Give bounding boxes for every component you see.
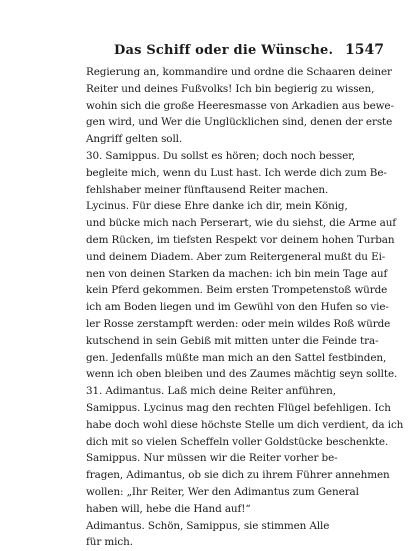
page-number: 1547 xyxy=(345,42,384,58)
text-line: gen. Jedenfalls müßte man mich an den Sattel festbinden, xyxy=(86,351,387,364)
text-line: Regierung an, kommandire und ordne die Schaaren deiner xyxy=(86,66,392,78)
text-line: wohin sich die große Heeresmasse von Arkadien aus bewe- xyxy=(86,99,394,112)
text-line: und bücke mich nach Perserart, wie du siehst, die Arme auf xyxy=(86,217,397,230)
text-line: ich am Boden liegen und im Gewühl von den Hufen so vie- xyxy=(86,301,389,314)
text-line: kein Pferd gekommen. Beim ersten Trompetenstoß würde xyxy=(86,284,388,297)
page-header xyxy=(114,42,384,60)
text-line: 30. Samippus. Du sollst es hören; doch noch besser, xyxy=(86,149,356,162)
text-line: und deinem Diadem. Aber zum Reitergeneral mußt du Ei- xyxy=(86,250,386,263)
text-line: Lycinus. Für diese Ehre danke ich dir, mein König, xyxy=(86,200,348,213)
text-line: 31. Adimantus. Laß mich deine Reiter anführen, xyxy=(86,385,336,398)
text-line: Samippus. Nur müssen wir die Reiter vorher be- xyxy=(86,452,338,465)
text-line: fehlshaber meiner fünftausend Reiter machen. xyxy=(86,183,329,196)
text-line: haben will, hebe die Hand auf!“ xyxy=(86,502,251,515)
text-line: für mich. xyxy=(86,536,133,549)
text-line: wenn ich oben bleiben und des Zaumes mächtig seyn sollte. xyxy=(86,368,398,381)
text-line: Adimantus. Schön, Samippus, sie stimmen Alle xyxy=(86,519,330,532)
text-line: wollen: „Ihr Reiter, Wer den Adimantus zum General xyxy=(86,485,359,498)
text-line: dem Rücken, im tiefsten Respekt vor deinem hohen Turban xyxy=(86,233,395,246)
text-line: habe doch wohl diese höchste Stelle um dich verdient, da ich xyxy=(86,418,404,431)
running-title: Das Schiff oder die Wünsche. xyxy=(114,43,334,58)
text-line: Samippus. Lycinus mag den rechten Flügel befehligen. Ich xyxy=(86,401,391,414)
text-line: kutschend in sein Gebiß mit mitten unter die Feinde tra- xyxy=(86,334,379,347)
text-line: ler Rosse zerstampft werden: oder mein wildes Roß würde xyxy=(86,317,391,330)
text-line: Angriff gelten soll. xyxy=(86,133,183,146)
text-line: begleite mich, wenn du Lust hast. Ich werde dich zum Be- xyxy=(86,166,387,179)
text-line: Reiter und deines Fußvolks! Ich bin begierig zu wissen, xyxy=(86,82,375,95)
text-line: gen wird, und Wer die Unglücklichen sind, denen der erste xyxy=(86,116,393,129)
text-line: nen von deinen Starken da machen: ich bin mein Tage auf xyxy=(86,267,388,280)
text-line: dich mit so vielen Scheffeln voller Goldstücke beschenkte. xyxy=(86,435,389,448)
body-text xyxy=(86,64,404,551)
text-line: fragen, Adimantus, ob sie dich zu ihrem Führer annehmen xyxy=(86,469,390,482)
